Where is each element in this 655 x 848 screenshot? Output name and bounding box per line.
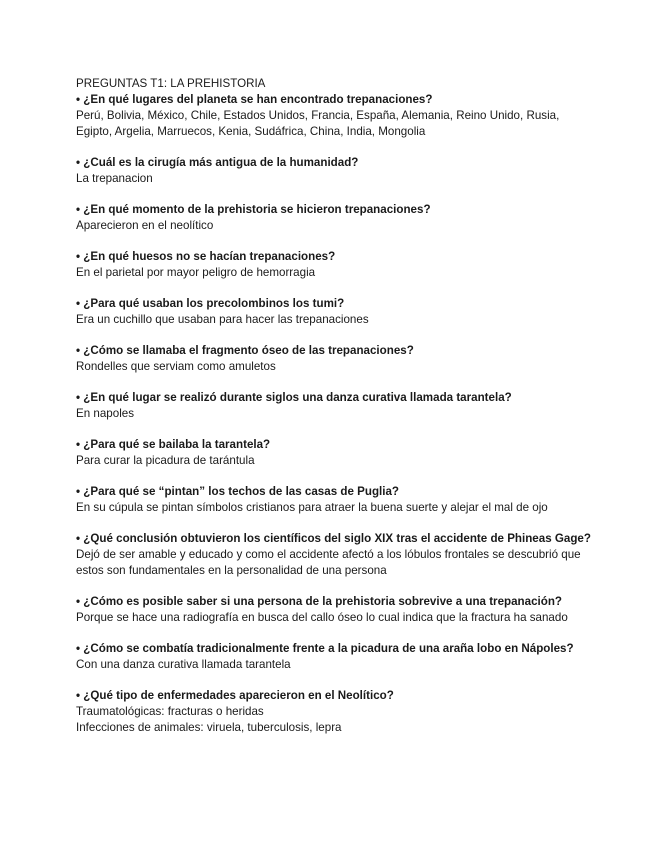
question-text: • ¿En qué huesos no se hacían trepanaciones? <box>76 250 336 263</box>
question-text: • ¿Qué conclusión obtuvieron los científicos del siglo XIX tras el accidente de Phineas Gage? <box>76 532 591 545</box>
question-text: • ¿Para qué se “pintan” los techos de las casas de Puglia? <box>76 485 399 498</box>
qa-item <box>76 249 596 281</box>
qa-item <box>76 437 596 469</box>
answer-text: Traumatológicas: fracturas o heridas <box>76 705 264 718</box>
qa-item <box>76 155 596 187</box>
document-page <box>76 76 596 751</box>
answer-text: Para curar la picadura de tarántula <box>76 454 255 467</box>
qa-item <box>76 594 596 626</box>
answer-text: Era un cuchillo que usaban para hacer las trepanaciones <box>76 313 369 326</box>
answer-text: Aparecieron en el neolítico <box>76 219 214 232</box>
question-text: • ¿Cuál es la cirugía más antigua de la humanidad? <box>76 156 359 169</box>
question-text: • ¿Cómo es posible saber si una persona de la prehistoria sobrevive a una trepanación? <box>76 595 562 608</box>
qa-item <box>76 390 596 422</box>
answer-text: Con una danza curativa llamada tarantela <box>76 658 291 671</box>
answer-text: En su cúpula se pintan símbolos cristianos para atraer la buena suerte y alejar el mal de ojo <box>76 501 548 514</box>
qa-item <box>76 484 596 516</box>
question-text: • ¿Para qué se bailaba la tarantela? <box>76 438 271 451</box>
question-text: • ¿En qué lugares del planeta se han encontrado trepanaciones? <box>76 93 433 106</box>
question-text: • ¿Cómo se llamaba el fragmento óseo de las trepanaciones? <box>76 344 414 357</box>
qa-item <box>76 688 596 736</box>
answer-text: Infecciones de animales: viruela, tuberculosis, lepra <box>76 721 342 734</box>
qa-item <box>76 296 596 328</box>
question-text: • ¿En qué lugar se realizó durante siglos una danza curativa llamada tarantela? <box>76 391 512 404</box>
qa-item <box>76 641 596 673</box>
answer-text: En el parietal por mayor peligro de hemorragia <box>76 266 316 279</box>
answer-text: Dejó de ser amable y educado y como el accidente afectó a los lóbulos frontales se descubrió que estos son fundamentales en la personalidad de una persona <box>76 548 581 577</box>
answer-text: Perú, Bolivia, México, Chile, Estados Unidos, Francia, España, Alemania, Reino Unido, Rusia, Egipto, Argelia, Marruecos, Kenia, Sudáfrica, China, India, Mongolia <box>76 109 560 138</box>
answer-text: La trepanacion <box>76 172 153 185</box>
question-text: • ¿En qué momento de la prehistoria se hicieron trepanaciones? <box>76 203 431 216</box>
qa-item <box>76 343 596 375</box>
question-text: • ¿Cómo se combatía tradicionalmente frente a la picadura de una araña lobo en Nápoles? <box>76 642 574 655</box>
question-text: • ¿Para qué usaban los precolombinos los tumi? <box>76 297 345 310</box>
question-text: • ¿Qué tipo de enfermedades aparecieron en el Neolítico? <box>76 689 394 702</box>
answer-text: Rondelles que serviam como amuletos <box>76 360 276 373</box>
qa-item <box>76 202 596 234</box>
qa-item <box>76 531 596 579</box>
answer-text: En napoles <box>76 407 135 420</box>
qa-item <box>76 92 596 140</box>
document-title: PREGUNTAS T1: LA PREHISTORIA <box>76 77 266 90</box>
answer-text: Porque se hace una radiografía en busca del callo óseo lo cual indica que la fractura ha sanado <box>76 611 568 624</box>
